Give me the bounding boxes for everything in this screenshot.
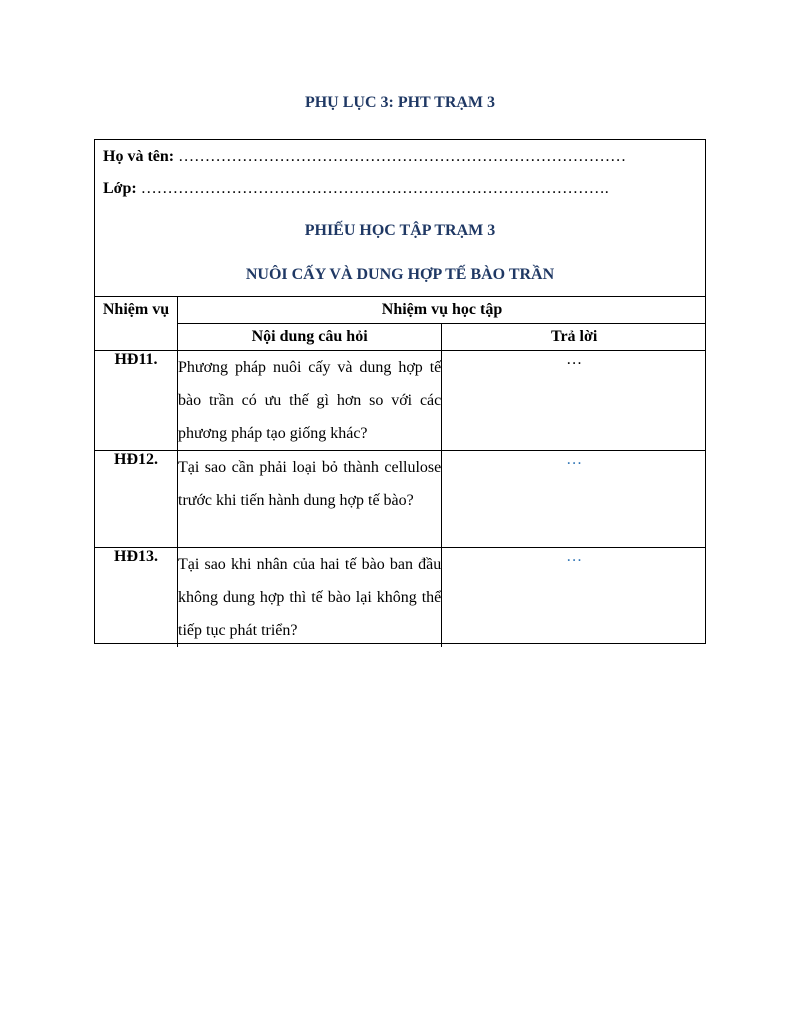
header-task-group: Nhiệm vụ học tập	[178, 297, 707, 324]
class-field[interactable]: …………………………………………………………………………….	[136, 180, 609, 197]
subheader-row	[95, 324, 706, 351]
question-cell: Phương pháp nuôi cấy và dung hợp tế bào trần có ưu thế gì hơn so với các phương pháp tạo giống khác?	[178, 351, 442, 451]
header-task: Nhiệm vụ	[95, 297, 178, 351]
name-field[interactable]: …………………………………………………………………………	[174, 148, 627, 165]
tasks-table	[95, 296, 706, 647]
name-line	[103, 148, 626, 166]
header-question: Nội dung câu hỏi	[178, 324, 442, 351]
question-cell: Tại sao cần phải loại bỏ thành cellulose trước khi tiến hành dung hợp tế bào?	[178, 451, 442, 548]
class-label: Lớp:	[103, 180, 137, 197]
table-row	[95, 351, 706, 451]
task-id: HĐ11.	[95, 351, 178, 451]
answer-cell[interactable]: …	[442, 548, 706, 648]
sheet-subtitle: NUÔI CẤY VÀ DUNG HỢP TẾ BÀO TRẦN	[245, 266, 555, 283]
header-answer: Trả lời	[442, 324, 706, 351]
worksheet	[94, 139, 706, 644]
header-row	[95, 297, 706, 324]
answer-cell[interactable]: …	[442, 451, 706, 548]
page-title: PHỤ LỤC 3: PHT TRẠM 3	[304, 94, 496, 111]
table-row	[95, 548, 706, 648]
sheet-title: PHIẾU HỌC TẬP TRẠM 3	[304, 222, 496, 239]
answer-cell[interactable]: …	[442, 351, 706, 451]
task-id: HĐ12.	[95, 451, 178, 548]
task-id: HĐ13.	[95, 548, 178, 648]
name-label: Họ và tên:	[103, 148, 175, 165]
info-block	[95, 140, 705, 296]
class-line	[103, 180, 609, 198]
question-cell: Tại sao khi nhân của hai tế bào ban đầu không dung hợp thì tế bào lại không thể tiếp tục phát triển?	[178, 548, 442, 648]
table-row	[95, 451, 706, 548]
